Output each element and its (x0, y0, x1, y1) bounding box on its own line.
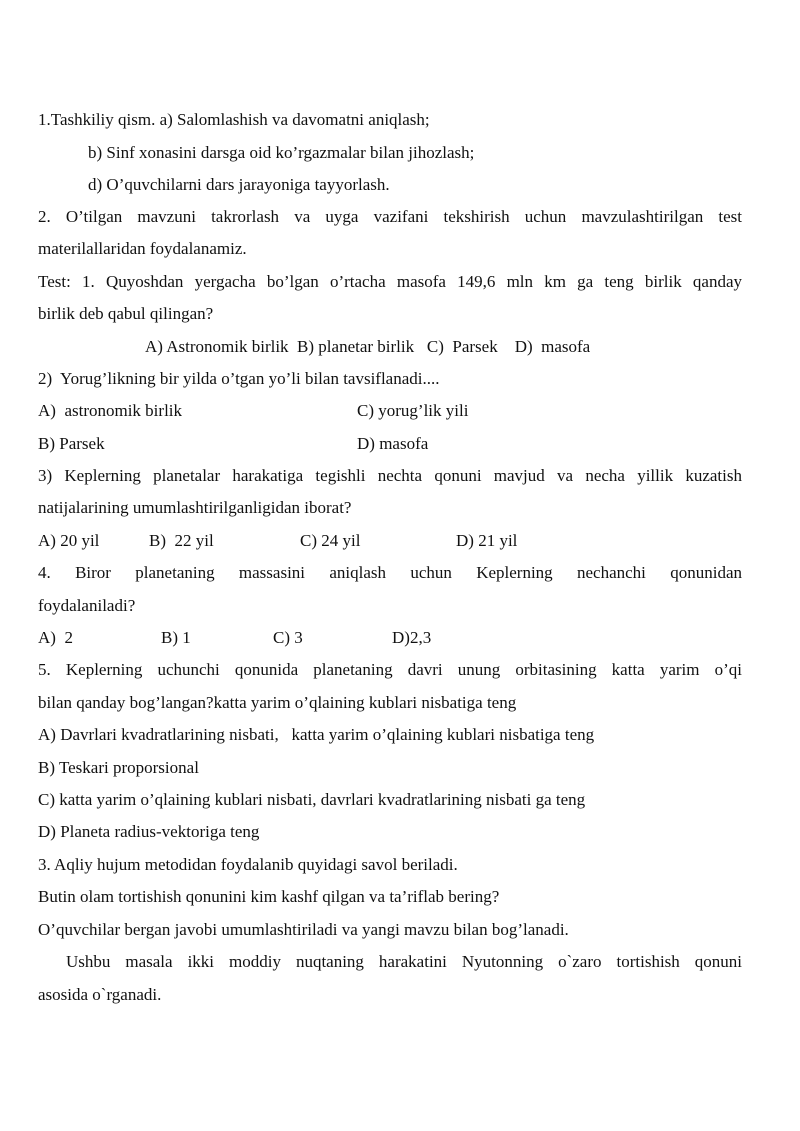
question-3-option-c: C) 24 yil (300, 531, 361, 550)
question-4-option-d: D)2,3 (392, 628, 432, 647)
test-question-1-cont: birlik deb qabul qilingan? (38, 304, 214, 323)
question-3-option-b: B) 22 yil (149, 531, 214, 550)
test-question-1: Test: 1. Quyoshdan yergacha bo’lgan o’rtacha masofa 149,6 mln km ga teng birlik qanday (38, 272, 742, 291)
test-question-3-cont: natijalarining umumlashtirilganligidan iborat? (38, 498, 352, 517)
question-2-option-a: A) astronomik birlik (38, 401, 183, 420)
question-3-option-a: A) 20 yil (38, 531, 100, 550)
closing-paragraph-line-2: asosida o`rganadi. (38, 985, 162, 1004)
test-question-5-cont: bilan qanday bog’langan?katta yarim o’qlaining kublari nisbatiga teng (38, 693, 517, 712)
question-3-option-d: D) 21 yil (456, 531, 518, 550)
test-question-4: 4. Biror planetaning massasini aniqlash uchun Keplerning nechanchi qonunidan (38, 563, 742, 582)
test-question-4-cont: foydalaniladi? (38, 596, 136, 615)
section-1-item-b: b) Sinf xonasini darsga oid ko’rgazmalar bilan jihozlash; (88, 143, 475, 162)
question-5-option-d: D) Planeta radius-vektoriga teng (38, 822, 260, 841)
question-5-option-a: A) Davrlari kvadratlarining nisbati, katta yarim o’qlaining kublari nisbatiga teng (38, 725, 595, 744)
test-question-3: 3) Keplerning planetalar harakatiga tegishli nechta qonuni mavjud va necha yillik kuzatish (38, 466, 742, 485)
section-1-item-d: d) O’quvchilarni dars jarayoniga tayyorlash. (88, 175, 390, 194)
section-3-summary: O’quvchilar bergan javobi umumlashtiriladi va yangi mavzu bilan bog’lanadi. (38, 920, 569, 939)
question-4-option-a: A) 2 (38, 628, 73, 647)
test-question-5: 5. Keplerning uchunchi qonunida planetaning davri unung orbitasining katta yarim o’qi (38, 660, 742, 679)
question-4-option-c: C) 3 (273, 628, 303, 647)
section-3-heading: 3. Aqliy hujum metodidan foydalanib quyidagi savol beriladi. (38, 855, 458, 874)
section-1-heading: 1.Tashkiliy qism. a) Salomlashish va davomatni aniqlash; (38, 110, 430, 129)
question-4-option-b: B) 1 (161, 628, 191, 647)
section-3-question: Butin olam tortishish qonunini kim kashf qilgan va ta’riflab bering? (38, 887, 500, 906)
question-2-option-c: C) yorug’lik yili (357, 401, 469, 420)
question-5-option-b: B) Teskari proporsional (38, 758, 199, 777)
question-1-options: A) Astronomik birlik B) planetar birlik C) Parsek D) masofa (145, 337, 591, 356)
section-2-line-2: materilallaridan foydalanamiz. (38, 239, 247, 258)
test-question-2: 2) Yorug’likning bir yilda o’tgan yo’li bilan tavsiflanadi.... (38, 369, 440, 388)
closing-paragraph-line-1: Ushbu masala ikki moddiy nuqtaning harakatini Nyutonning o`zaro tortishish qonuni (66, 952, 742, 971)
question-5-option-c: C) katta yarim o’qlaining kublari nisbati, davrlari kvadratlarining nisbati ga teng (38, 790, 586, 809)
question-2-option-b: B) Parsek (38, 434, 105, 453)
section-2-line-1: 2. O’tilgan mavzuni takrorlash va uyga vazifani tekshirish uchun mavzulashtirilgan test (38, 207, 742, 226)
question-2-option-d: D) masofa (357, 434, 429, 453)
